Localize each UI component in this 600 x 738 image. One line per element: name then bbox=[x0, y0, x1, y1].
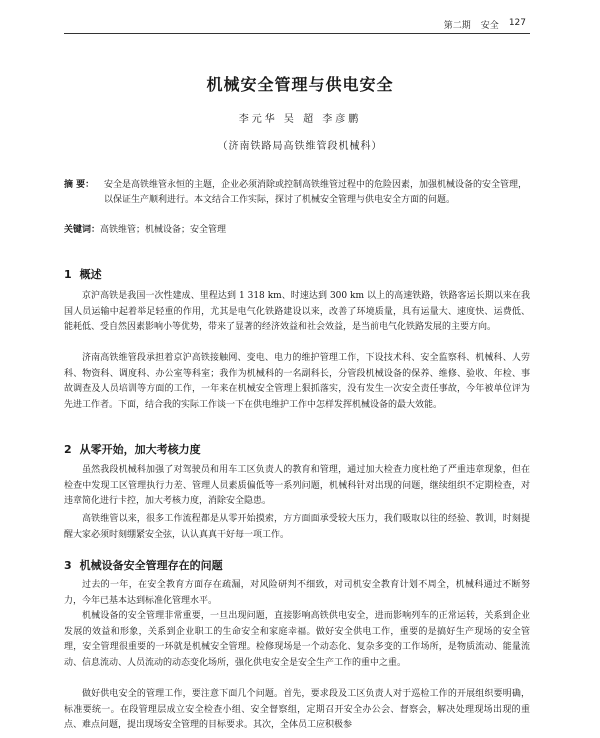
keywords bbox=[64, 222, 530, 235]
section-title: 从零开始，加大考核力度 bbox=[79, 443, 201, 456]
keywords-text: 高铁维管；机械设备；安全管理 bbox=[100, 225, 227, 235]
section-heading bbox=[64, 441, 201, 457]
paragraph: 虽然我段机械科加强了对驾驶员和用车工区负责人的教育和管理，通过加大检查力度杜绝了严重违章现象，但在检查中发现工区管理执行力差、管理人员素质偏低等一系列问题，机械科针对出现的问题，继续组织不定期检查，对违章简化进行卡控，加大考核力度，消除安全隐患。 bbox=[64, 465, 530, 506]
abstract-text: 安全是高铁维管永恒的主题，企业必须消除或控制高铁维管过程中的危险因素，加强机械设备的安全管理，以保证生产顺利进行。本文结合工作实际，探讨了机械安全管理与供电安全方面的问题。 bbox=[104, 180, 528, 205]
paragraph: 机械设备的安全管理非常重要，一旦出现问题，直接影响高铁供电安全，进而影响列车的正常运转，关系到企业发展的效益和形象，关系到企业职工的生命安全和家庭幸福。做好安全供电工作，重要的是搞好生产现场的安全管理，安全管理很重要的一环就是机械安全管理。检修现场是一个动态化、复杂多变的工作场所，是物质流动、能量流动、信息流动、人员流动的动态变化场所，强化供电安全是安全生产工作的重中之重。 bbox=[64, 611, 530, 668]
section-title: 概述 bbox=[79, 268, 102, 281]
running-head bbox=[444, 18, 526, 31]
header-rule bbox=[64, 33, 530, 34]
section-heading bbox=[64, 266, 102, 282]
affiliation: （济南铁路局高铁维管段机械科） bbox=[217, 141, 383, 152]
section-number: 3 bbox=[64, 559, 72, 572]
paragraph: 做好供电安全的管理工作，要注意下面几个问题。首先，要求段及工区负责人对于巡检工作的开展组织要明确，标准要统一。在段管理层成立安全检查小组、安全督察组，定期召开安全办公会、督察会，解决处理现场出现的重点、难点问题，提出现场安全管理的目标要求。其次，全体员工应积极参 bbox=[64, 689, 530, 730]
section-number: 1 bbox=[64, 268, 72, 281]
page-number: 127 bbox=[508, 18, 526, 28]
paragraph: 济南高铁维管段承担着京沪高铁接触网、变电、电力的维护管理工作，下设技术科、安全监察科、机械科、人劳科、物资科、调度科、办公室等科室；我作为机械科的一名副科长，分管段机械设备的保养、维修、验收、年检、事故调查及人员培训等方面的工作，一年来在机械安全管理上狠抓落实，没有发生一次安全责任事故，今年被单位评为先进工作者。下面，结合我的实际工作谈一下在供电维护工作中怎样发挥机械设备的最大效能。 bbox=[64, 353, 530, 410]
author-line: 李元华 吴 超 李彦鹏 bbox=[238, 114, 362, 125]
abstract-label: 摘 要： bbox=[64, 180, 95, 190]
section-title: 机械设备安全管理存在的问题 bbox=[79, 559, 223, 572]
section-number: 2 bbox=[64, 443, 72, 456]
abstract bbox=[64, 178, 530, 208]
paragraph: 京沪高铁是我国一次性建成、里程达到 1 318 km、时速达到 300 km 以上的高速铁路，铁路客运长期以来在我国人员运输中起着举足轻重的作用，尤其是电气化铁路建设以来，改善了环境质量，具有运量大、速度快、运费低、能耗低、受自然因素影响小等优势，带来了显著的经济效益和社会效益，是当前电气化铁路发展的主要方向。 bbox=[64, 291, 530, 332]
paragraph: 过去的一年，在安全教育方面存在疏漏，对风险研判不细致，对司机安全教育计划不周全，机械科通过不断努力，今年已基本达到标准化管理水平。 bbox=[64, 580, 530, 606]
running-head-issue: 第二期 bbox=[443, 21, 471, 31]
keywords-label: 关键词： bbox=[64, 225, 101, 235]
paragraph: 高铁维管以来，很多工作流程都是从零开始摸索，方方面面承受较大压力，我们吸取以往的经验、教训，时刻提醒大家必须时刻绷紧安全弦，认认真真干好每一项工作。 bbox=[64, 514, 530, 540]
article-title: 机械安全管理与供电安全 bbox=[206, 75, 394, 94]
section-heading bbox=[64, 557, 223, 573]
running-head-column: 安全 bbox=[480, 21, 499, 31]
